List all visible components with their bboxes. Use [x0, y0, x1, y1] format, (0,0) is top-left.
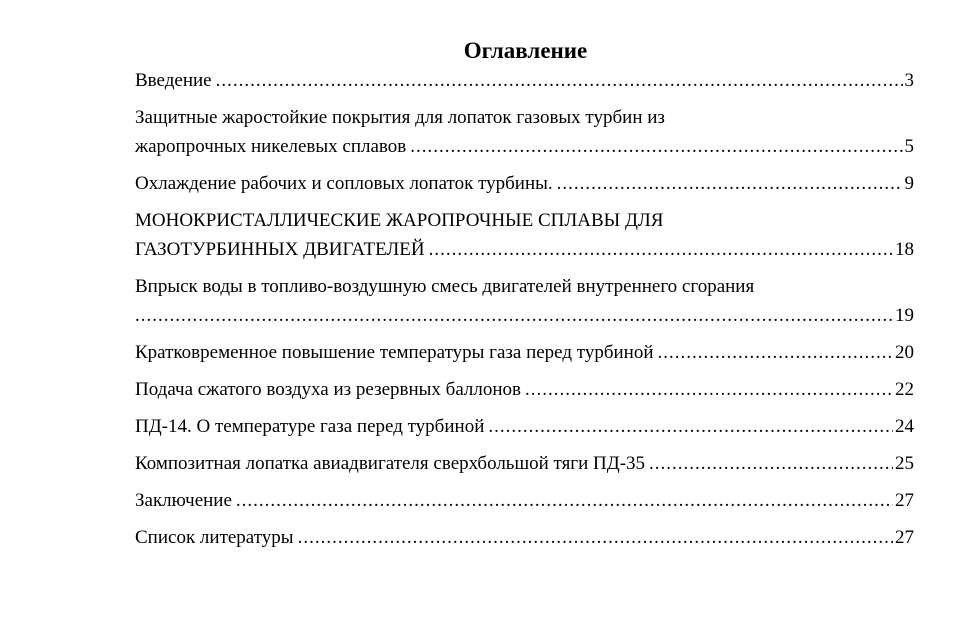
dot-leader [658, 338, 894, 367]
toc-entry-text: Композитная лопатка авиадвигателя сверхбольшой тяги ПД-35 [135, 453, 646, 474]
toc-page-number: 24 [895, 416, 914, 437]
toc-entry-pd14[interactable] [135, 412, 914, 441]
toc-entry-text-line1: Защитные жаростойкие покрытия для лопаток газовых турбин из [135, 107, 665, 128]
toc-page-number: 27 [895, 527, 914, 548]
toc-page-number: 9 [904, 173, 914, 194]
toc-entry-temperature-increase[interactable] [135, 338, 914, 367]
toc-page-number: 18 [895, 239, 914, 260]
dot-leader [525, 375, 893, 404]
dot-leader [649, 449, 893, 478]
toc-entry-text-line1: Впрыск воды в топливо-воздушную смесь двигателей внутреннего сгорания [135, 276, 755, 297]
toc-entry-references[interactable] [135, 523, 914, 552]
toc-entry-introduction[interactable] [135, 66, 914, 95]
dot-leader [216, 66, 903, 95]
dot-leader [236, 486, 893, 515]
toc-entry-conclusion[interactable] [135, 486, 914, 515]
toc-page-number: 19 [895, 305, 914, 326]
toc-entry-text-line1: МОНОКРИСТАЛЛИЧЕСКИЕ ЖАРОПРОЧНЫЕ СПЛАВЫ ДЛЯ [135, 210, 664, 231]
dot-leader [298, 523, 893, 552]
dot-leader [135, 301, 893, 330]
toc-entry-text: Заключение [135, 490, 232, 511]
toc-entry-protective-coatings[interactable] [135, 103, 914, 161]
toc-page-number: 27 [895, 490, 914, 511]
dot-leader [429, 235, 893, 264]
toc-entry-water-injection[interactable] [135, 272, 914, 330]
toc-entry-text: Охлаждение рабочих и сопловых лопаток турбины. [135, 173, 553, 194]
dot-leader [557, 169, 903, 198]
dot-leader [410, 132, 902, 161]
toc-entry-text: Введение [135, 70, 212, 91]
toc-entry-text: Кратковременное повышение температуры газа перед турбиной [135, 342, 654, 363]
dot-leader [488, 412, 893, 441]
toc-page-number: 3 [904, 70, 914, 91]
toc-page-number: 20 [895, 342, 914, 363]
toc-entry-text: Подача сжатого воздуха из резервных баллонов [135, 379, 522, 400]
toc-entry-composite-blade[interactable] [135, 449, 914, 478]
toc-page-number: 5 [904, 136, 914, 157]
toc-page-number: 25 [895, 453, 914, 474]
toc-entry-text: Список литературы [135, 527, 294, 548]
table-of-contents [135, 36, 914, 552]
toc-entry-compressed-air[interactable] [135, 375, 914, 404]
toc-entry-text: жаропрочных никелевых сплавов [135, 136, 407, 157]
toc-entry-text: ГАЗОТУРБИННЫХ ДВИГАТЕЛЕЙ [135, 239, 425, 260]
toc-heading: Оглавление [463, 38, 588, 63]
toc-entry-text: ПД-14. О температуре газа перед турбиной [135, 416, 485, 437]
toc-entry-single-crystal-alloys[interactable] [135, 206, 914, 264]
toc-entry-blade-cooling[interactable] [135, 169, 914, 198]
toc-page-number: 22 [895, 379, 914, 400]
